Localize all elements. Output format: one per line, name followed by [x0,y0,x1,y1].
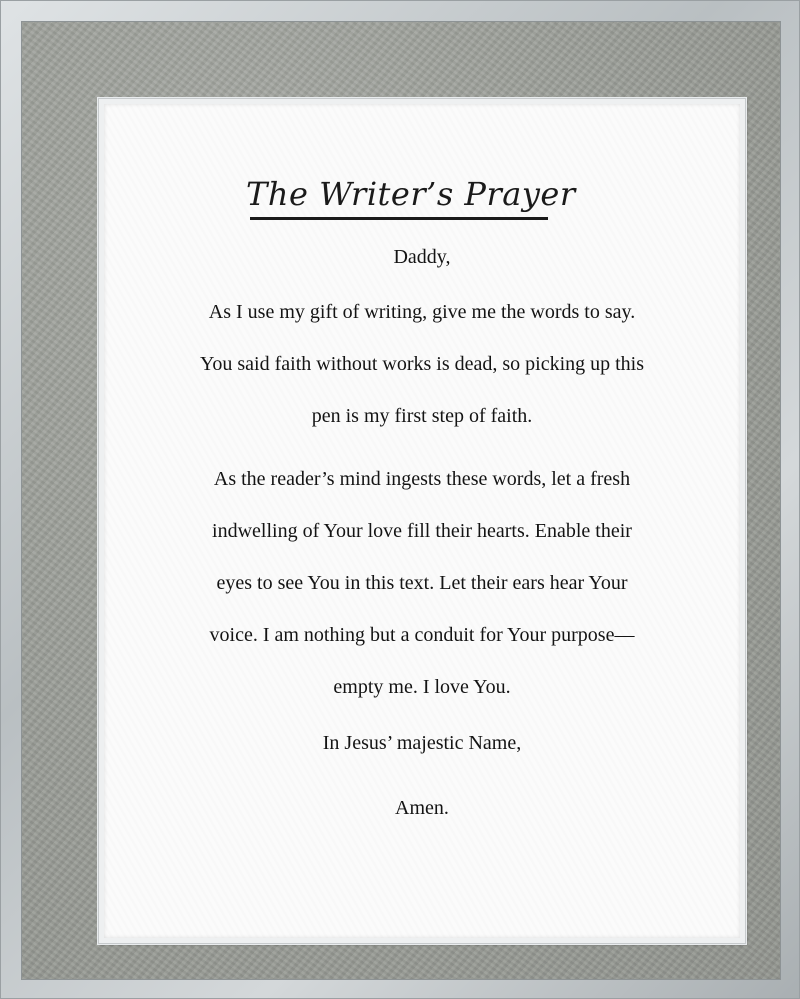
title-underline [250,217,548,220]
prayer-line: eyes to see You in this text. Let their ears hear Your [216,572,628,594]
prayer-document [104,104,740,938]
document-title: The Writer’s Prayer [246,175,576,213]
prayer-line: pen is my first step of faith. [311,405,533,427]
salutation-line: Daddy, [393,246,451,268]
prayer-line: As I use my gift of writing, give me the words to say. [208,301,636,323]
frame-mat [22,22,780,979]
prayer-line: indwelling of Your love fill their hearts. Enable their [212,520,632,542]
prayer-line: As the reader’s mind ingests these words, let a fresh [213,468,631,490]
prayer-line: voice. I am nothing but a conduit for Your purpose— [209,624,635,646]
prayer-line: You said faith without works is dead, so picking up this [199,353,645,375]
signoff-line: Amen. [395,797,449,819]
prayer-line: empty me. I love You. [333,676,511,698]
closing-line: In Jesus’ majestic Name, [322,732,522,754]
